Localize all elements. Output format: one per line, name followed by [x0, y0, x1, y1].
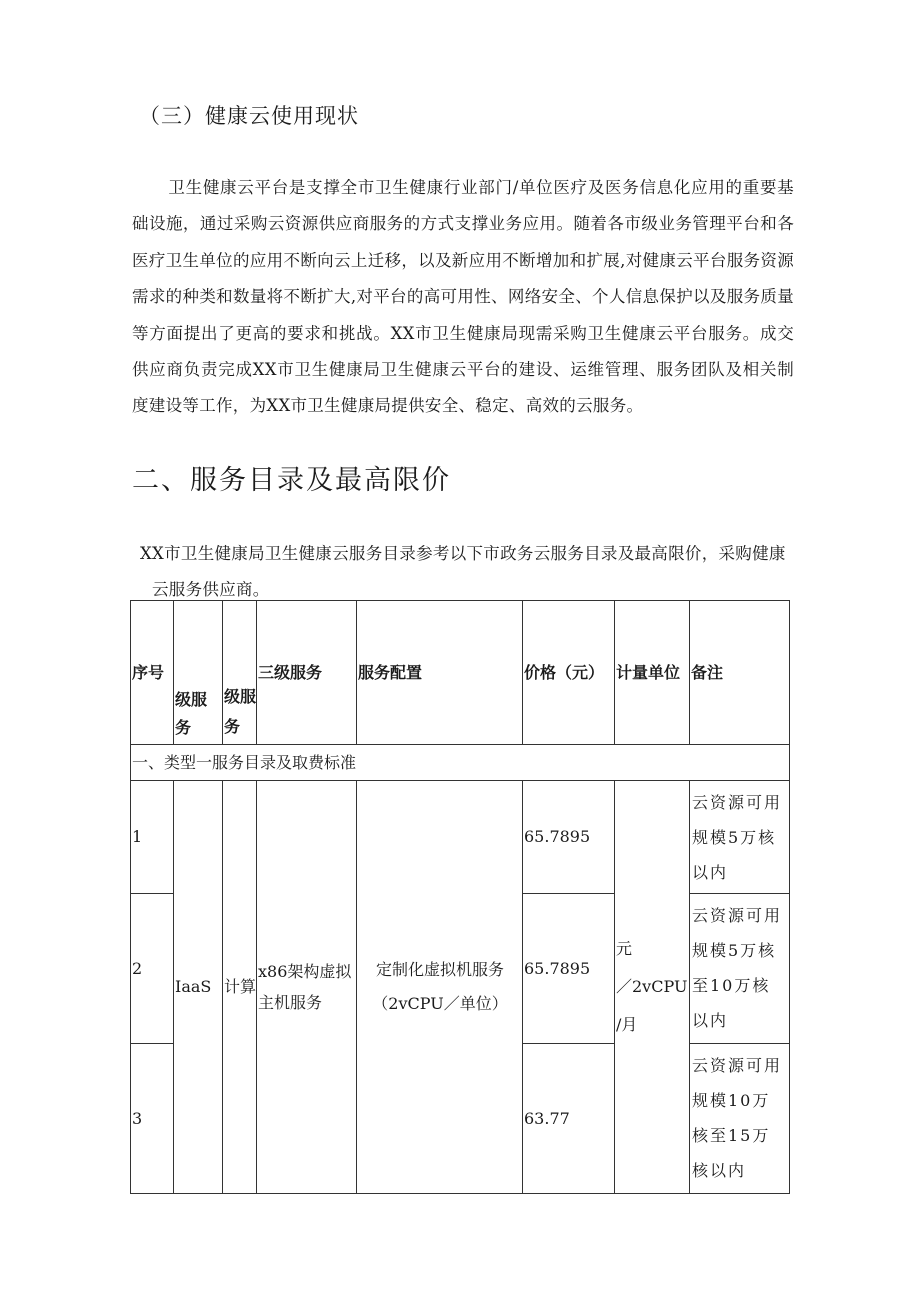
- config-line-1: 定制化虚拟机服务: [375, 960, 504, 979]
- paragraph-text: 卫生健康云平台是支撑全市卫生健康行业部门/单位医疗及医务信息化应用的重要基础设施，通过采购云资源供应商服务的方式支撑业务应用。随着各市级业务管理平台和各医疗卫生单位的应用不断向云上迁移，以及新应用不断增加和扩展,对健康云平台服务资源需求的种类和数量将不断扩大,对平台的高可用性、网络安全、个人信息保护以及服务质量等方面提出了更高的要求和挑战。XX市卫生健康局现需采购卫生健康云平台服务。成交供应商负责完成XX市卫生健康局卫生健康云平台的建设、运维管理、服务团队及相关制度建设等工作，为XX市卫生健康局提供安全、稳定、高效的云服务。: [132, 178, 794, 416]
- row-seq: 2: [131, 894, 174, 1044]
- row-seq: 1: [131, 781, 174, 894]
- row-remark: 云资源可用规模10万核至15万核以内: [690, 1044, 790, 1194]
- row-remark: 云资源可用规模5万核以内: [690, 781, 790, 894]
- row-price: 63.77: [523, 1044, 615, 1194]
- header-unit: 计量单位: [615, 601, 690, 745]
- header-seq: 序号: [131, 601, 174, 745]
- level3-cell: x86架构虚拟主机服务: [257, 781, 357, 1194]
- row-price: 65.7895: [523, 781, 615, 894]
- unit-line-1: 元: [616, 939, 633, 958]
- body-paragraph: [132, 170, 794, 425]
- header-level3: 三级服务: [257, 601, 357, 745]
- unit-cell: [615, 781, 690, 1194]
- row-seq: 3: [131, 1044, 174, 1194]
- header-price: 价格（元）: [523, 601, 615, 745]
- level2-cell: 计算: [223, 781, 257, 1194]
- header-level1: 级服务: [174, 601, 223, 745]
- config-line-2: （2vCPU／单位）: [372, 994, 508, 1013]
- level1-cell: IaaS: [174, 781, 223, 1194]
- row-price: 65.7895: [523, 894, 615, 1044]
- unit-line-3: /月: [616, 1015, 638, 1034]
- section-row-label: 一、类型一服务目录及取费标准: [131, 745, 790, 781]
- header-remark: 备注: [690, 601, 790, 745]
- section-2-title: 二、服务目录及最高限价: [132, 465, 451, 496]
- row-remark: 云资源可用规模5万核至10万核以内: [690, 894, 790, 1044]
- intro-line-1: XX市卫生健康局卫生健康云服务目录参考以下市政务云服务目录及最高限价，采购健康: [140, 544, 786, 563]
- table-header-row: [131, 601, 790, 745]
- config-cell: [357, 781, 523, 1194]
- header-config: 服务配置: [357, 601, 523, 745]
- unit-line-2: ／2vCPU: [616, 977, 688, 996]
- intro-line-2: 云服务供应商。: [152, 580, 270, 599]
- table-row: [131, 781, 790, 894]
- intro-text: [140, 536, 796, 608]
- table-section-row: [131, 745, 790, 781]
- service-catalog-table: [130, 600, 790, 1194]
- header-level2: 级服务: [223, 601, 257, 745]
- section-3-title: （三）健康云使用现状: [139, 104, 359, 128]
